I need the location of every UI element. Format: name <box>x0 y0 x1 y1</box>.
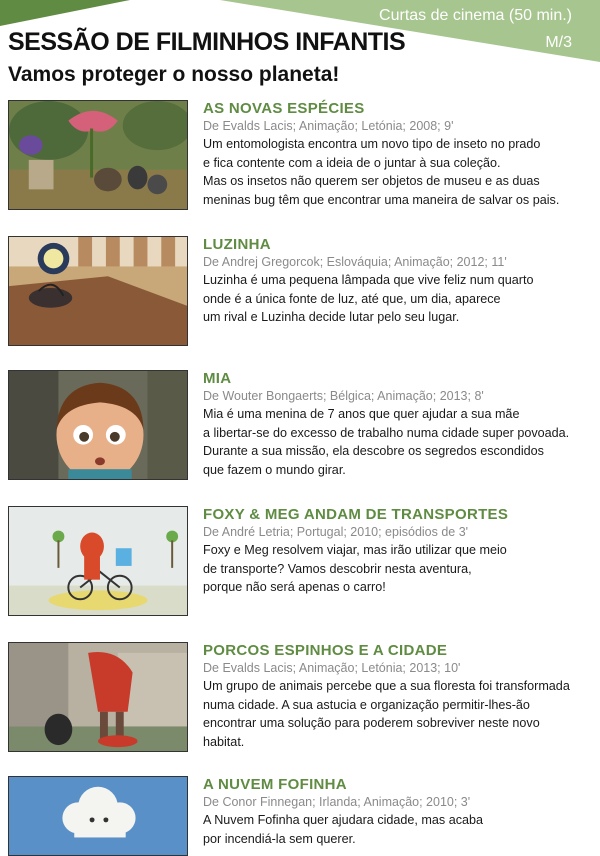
film-title: PORCOS ESPINHOS E A CIDADE <box>203 642 448 659</box>
description-line: porque não será apenas o carro! <box>203 580 386 594</box>
description-line: Um grupo de animais percebe que a sua floresta foi transformada <box>203 679 570 693</box>
film-title: A NUVEM FOFINHA <box>203 776 347 793</box>
description-line: Luzinha é uma pequena lâmpada que vive feliz num quarto <box>203 273 534 287</box>
description-line: A Nuvem Fofinha quer ajudara cidade, mas acaba <box>203 813 484 827</box>
film-info <box>203 642 595 751</box>
film-thumbnail <box>8 506 188 616</box>
description-line: meninas bug têm que encontrar uma maneira de salvar os pais. <box>203 192 560 207</box>
film-thumbnail <box>8 100 188 210</box>
film-info <box>203 370 595 479</box>
description-line: Mas os insetos não querem ser objetos de museu e as duas <box>203 174 540 188</box>
film-description <box>203 811 595 848</box>
description-line: Foxy e Meg resolvem viajar, mas irão utilizar que meio <box>203 543 507 557</box>
duration-label: Curtas de cinema (50 min.) <box>379 7 572 24</box>
film-thumbnail <box>8 776 188 856</box>
film-credit: De Conor Finnegan; Irlanda; Animação; 2010; 3' <box>203 795 471 809</box>
film-title: MIA <box>203 370 232 387</box>
description-line: encontrar uma solução para poderem sobreviver neste novo <box>203 716 540 730</box>
film-info <box>203 776 595 848</box>
film-description <box>203 135 595 209</box>
film-credit: De André Letria; Portugal; 2010; episódios de 3' <box>203 525 469 539</box>
page-title: SESSÃO DE FILMINHOS INFANTIS <box>8 28 406 56</box>
film-thumbnail <box>8 370 188 480</box>
page-header <box>8 27 405 89</box>
description-line: a libertar-se do excesso de trabalho numa cidade super povoada. <box>203 425 570 440</box>
film-info <box>203 506 595 597</box>
film-credit: De Andrej Gregorcok; Eslováquia; Animação; 2012; 11' <box>203 255 507 269</box>
description-line: de transporte? Vamos descobrir nesta aventura, <box>203 561 472 576</box>
film-description <box>203 405 595 479</box>
film-title: AS NOVAS ESPÉCIES <box>203 100 365 117</box>
film-credit: De Evalds Lacis; Animação; Letónia; 2008; 9' <box>203 119 454 133</box>
film-thumbnail <box>8 236 188 346</box>
age-rating-label: M/3 <box>545 34 572 51</box>
description-line: e fica contente com a ideia de o juntar à sua coleção. <box>203 155 501 170</box>
corner-accent <box>0 0 130 26</box>
page-subtitle: Vamos proteger o nosso planeta! <box>8 63 340 86</box>
description-line: por incendiá-la sem querer. <box>203 831 356 846</box>
description-line: Um entomologista encontra um novo tipo de inseto no prado <box>203 137 541 151</box>
film-credit: De Wouter Bongaerts; Bélgica; Animação; 2013; 8' <box>203 389 484 403</box>
description-line: onde é a única fonte de luz, até que, um dia, aparece <box>203 291 501 306</box>
description-line: um rival e Luzinha decide lutar pelo seu lugar. <box>203 310 460 324</box>
film-thumbnail <box>8 642 188 752</box>
description-line: Durante a sua missão, ela descobre os segredos escondidos <box>203 444 544 458</box>
film-credit: De Evalds Lacis; Animação; Letónia; 2013; 10' <box>203 661 461 675</box>
film-info <box>203 100 595 209</box>
description-line: habitat. <box>203 734 245 749</box>
film-description <box>203 271 595 327</box>
film-description <box>203 541 595 597</box>
film-description <box>203 677 595 751</box>
film-info <box>203 236 595 327</box>
description-line: numa cidade. A sua astucia e organização permitir-lhes-ão <box>203 697 530 712</box>
description-line: que fazem o mundo girar. <box>203 462 346 477</box>
description-line: Mia é uma menina de 7 anos que quer ajudar a sua mãe <box>203 407 520 421</box>
film-title: FOXY & MEG ANDAM DE TRANSPORTES <box>203 506 509 523</box>
film-title: LUZINHA <box>203 236 271 253</box>
